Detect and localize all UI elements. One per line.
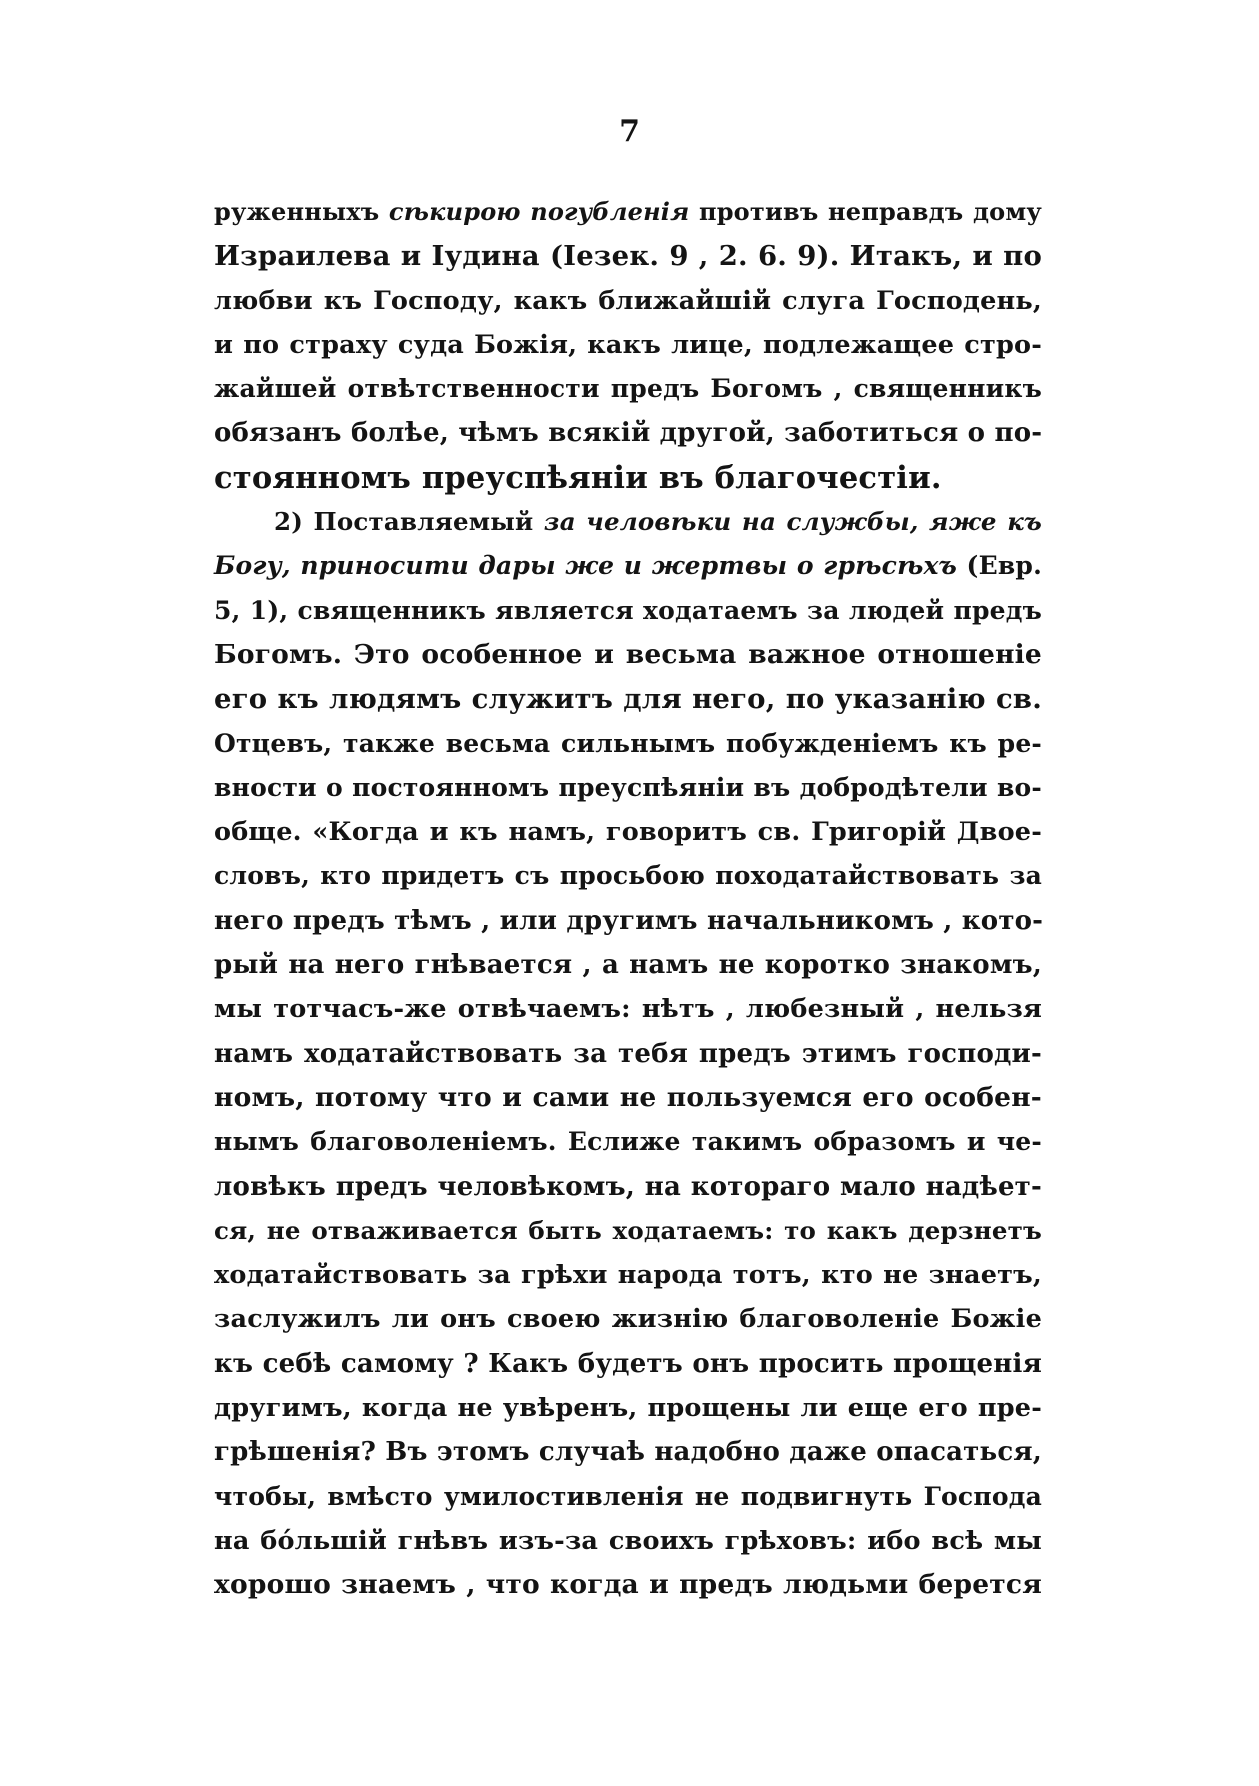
text-line: нымъ благоволеніемъ. Еслиже такимъ образомъ и че- bbox=[214, 1127, 1042, 1157]
text-line: руженныхъ сѣкирою погубленія противъ неправдъ дому bbox=[214, 197, 1042, 226]
text-line: его къ людямъ служитъ для него, по указанію св. bbox=[214, 683, 1042, 716]
text-line: жайшей отвѣтственности предъ Богомъ , священникъ bbox=[214, 374, 1042, 404]
page-number: 7 bbox=[619, 114, 640, 149]
text-line: словъ, кто придетъ съ просьбою походатайствовать за bbox=[214, 861, 1042, 891]
text-line: стоянномъ преуспѣяніи въ благочестіи. bbox=[214, 459, 942, 496]
text-line: него предъ тѣмъ , или другимъ начальникомъ , кото- bbox=[214, 905, 1044, 936]
text-line: Богомъ. Это особенное и весьма важное отношеніе bbox=[214, 638, 1042, 670]
text-line: любви къ Господу, какъ ближайшій слуга Господень, bbox=[214, 285, 1042, 316]
text-line: намъ ходатайствовать за тебя предъ этимъ господи- bbox=[214, 1038, 1042, 1069]
body-text bbox=[214, 190, 1042, 1608]
text-line: мы тотчасъ-же отвѣчаемъ: нѣтъ , любезный , нельзя bbox=[214, 994, 1042, 1025]
text-line: другимъ, когда не увѣренъ, прощены ли еще его пре- bbox=[214, 1393, 1042, 1424]
text-line: къ себѣ самому ? Какъ будетъ онъ просить прощенія bbox=[214, 1348, 1042, 1379]
text-line: вности о постоянномъ преуспѣяніи въ добродѣтели во- bbox=[214, 772, 1042, 802]
text-line: Израилева и Іудина (Іезек. 9 , 2. 6. 9). Итакъ, и по bbox=[214, 240, 1042, 273]
text-line: 2) Поставляемый за человѣки на службы, яже къ bbox=[274, 507, 1042, 537]
text-line: ловѣкъ предъ человѣкомъ, на котораго мало надѣет- bbox=[214, 1171, 1042, 1202]
text-line: и по страху суда Божія, какъ лице, подлежащее стро- bbox=[214, 329, 1042, 360]
text-line: хорошо знаемъ , что когда и предъ людьми берется bbox=[214, 1569, 1042, 1601]
text-line: ся, не отваживается быть ходатаемъ: то какъ дерзнетъ bbox=[214, 1215, 1042, 1245]
text-line: 5, 1), священникъ является ходатаемъ за людей предъ bbox=[214, 595, 1042, 625]
text-line: обще. «Когда и къ намъ, говоритъ св. Григорій Двое- bbox=[214, 817, 1042, 848]
text-line: грѣшенія? Въ этомъ случаѣ надобно даже опасаться, bbox=[214, 1437, 1043, 1468]
text-line: рый на него гнѣвается , а намъ не коротко знакомъ, bbox=[214, 950, 1042, 981]
text-line: Богу, приносити дары же и жертвы о грѣсѣхъ (Евр. bbox=[214, 551, 1042, 581]
text-line: обязанъ болѣе, чѣмъ всякій другой, заботиться о по- bbox=[214, 418, 1043, 449]
text-line: чтобы, вмѣсто умилостивленія не подвигнуть Господа bbox=[214, 1481, 1042, 1511]
text-line: заслужилъ ли онъ своею жизнію благоволеніе Божіе bbox=[214, 1304, 1042, 1335]
text-line: на бо́льшій гнѣвъ изъ-за своихъ грѣховъ: ибо всѣ мы bbox=[214, 1525, 1042, 1556]
text-line: ходатайствовать за грѣхи народа тотъ, кто не знаетъ, bbox=[214, 1260, 1042, 1291]
text-line: номъ, потому что и сами не пользуемся его особен- bbox=[214, 1081, 1042, 1113]
text-line: Отцевъ, также весьма сильнымъ побужденіемъ къ ре- bbox=[214, 728, 1042, 758]
